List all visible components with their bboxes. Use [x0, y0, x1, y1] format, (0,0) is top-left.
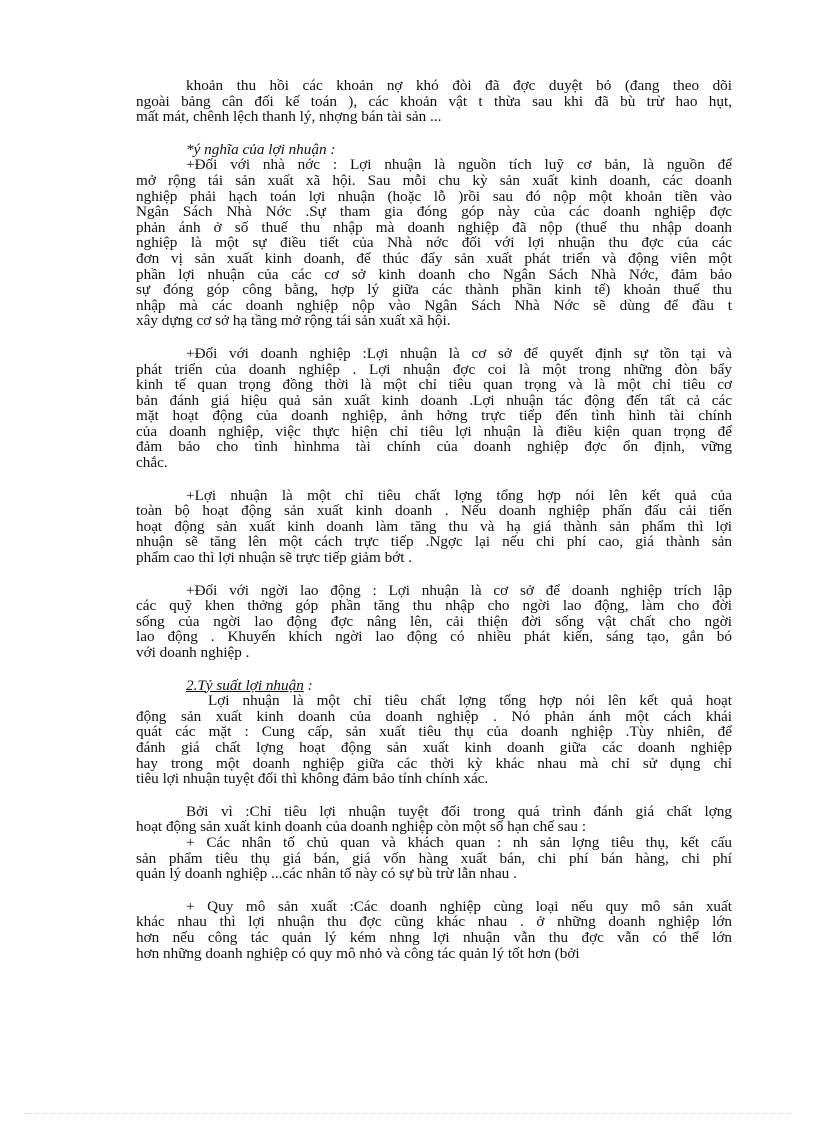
paragraph-line: phản ánh ở số thuế thu nhập mà doanh nghiệp đã nộp (thuế thu nhập doanh	[136, 218, 732, 236]
body-paragraph	[136, 78, 732, 125]
body-paragraph	[136, 804, 732, 835]
paragraph-line: phát triển của doanh nghiệp . Lợi nhuận đợc coi là một trong những đòn bẩy	[136, 360, 732, 378]
paragraph-line: kinh tế quan trọng đồng thời là một chỉ tiêu quan trọng và là một chỉ tiêu cơ	[136, 376, 732, 394]
paragraph-gap	[136, 471, 732, 488]
body-paragraph	[136, 899, 732, 961]
paragraph-line: với doanh nghiệp .	[136, 644, 250, 661]
paragraph-line: mặt hoạt động của doanh nghiệp, ảnh hởng trực tiếp đến tình hình tài chính	[136, 407, 732, 425]
paragraph-line: hơn những doanh nghiệp có quy mô nhỏ và công tác quản lý tốt hơn (bởi	[136, 944, 580, 962]
body-paragraph	[136, 835, 732, 882]
paragraph-line: xây dựng cơ sở hạ tầng mở rộng tái sản xuất xã hội.	[136, 312, 451, 330]
paragraph-line: mở rộng tái sản xuất xã hội. Sau mỗi chu kỳ sản xuất kinh doanh, các doanh	[136, 171, 732, 189]
paragraph-line: mất mát, chênh lệch thanh lý, nhợng bán tài sản ...	[136, 108, 442, 126]
paragraph-line: phẩm cao thì lợi nhuận sẽ trực tiếp giảm bớt .	[136, 549, 413, 567]
paragraph-line: + Các nhân tố chủ quan và khách quan : nh sản lợng tiêu thụ, kết cấu	[186, 833, 732, 851]
paragraph-line: đánh giá chất lợng hoạt động sản xuất kinh doanh giữa các doanh nghiệp	[136, 738, 732, 756]
paragraph-line: tiêu lợi nhuận tuyệt đối thì không đảm bảo tính chính xác.	[136, 770, 489, 788]
paragraph-line: nhập mà các doanh nghiệp nộp vào Ngân Sách Nhà Nớc sẽ dùng để đầu t	[136, 296, 732, 314]
paragraph-line: sống của ngời lao động đợc nâng lên, cải thiện đời sống vật chất cho ngời	[136, 612, 732, 630]
paragraph-line: khoản thu hồi các khoản nợ khó đòi đã đợc duyệt bỏ (đang theo dõi	[186, 77, 732, 94]
paragraph-line: Lợi nhuận là một chỉ tiêu chất lợng tổng hợp nói lên kết quả hoạt	[208, 692, 732, 710]
body-paragraph	[136, 583, 732, 661]
paragraph-line: lao động . Khuyến khích ngời lao động có nhiều phát kiến, sáng tạo, gắn bó	[136, 628, 732, 646]
paragraph-gap	[136, 329, 732, 346]
section-heading: *ý nghĩa của lợi nhuận :	[186, 140, 336, 158]
paragraph-line: động sản xuất kinh doanh của doanh nghiệp . Nó phản ánh một cách khái	[136, 707, 732, 725]
paragraph-line: khác nhau thì lợi nhuận thu đợc cũng khác nhau . ở những doanh nghiệp lớn	[136, 913, 732, 931]
paragraph-line: +Đối với ngời lao động : Lợi nhuận là cơ sở để doanh nghiệp trích lập	[186, 581, 732, 599]
paragraph-gap	[136, 125, 732, 142]
paragraph-line: bản đánh giá hiệu quả sản xuất kinh doanh .Lợi nhuận tác động đến tất cả các	[136, 391, 732, 409]
paragraph-line: Ngân Sách Nhà Nớc .Sự tham gia đóng góp này của các doanh nghiệp đợc	[136, 203, 732, 221]
paragraph-line: Bởi vì :Chỉ tiêu lợi nhuận tuyệt đối trong quá trình đánh giá chất lợng	[186, 802, 732, 820]
paragraph-line: nhuận sẽ tăng lên một cách trực tiếp .Ngợc lại nếu chi phí cao, giá thành sản	[136, 533, 732, 551]
paragraph-line: +Đối với nhà nớc : Lợi nhuận là nguồn tích luỹ cơ bản, là nguồn để	[186, 156, 732, 174]
paragraph-line: toàn bộ hoạt động sản xuất kinh doanh . Nếu doanh nghiệp phấn đấu cải tiến	[136, 502, 732, 520]
body-paragraph	[136, 693, 732, 787]
document-page	[136, 78, 732, 961]
paragraph-line: sản phẩm tiêu thụ giá bán, giá vốn hàng xuất bán, chi phí bán hàng, chi phí	[136, 849, 732, 867]
paragraph-line: hơn nếu công tác quản lý kém nhng lợi nhuận vẫn thu đợc vẫn có thể lớn	[136, 928, 732, 946]
paragraph-gap	[136, 566, 732, 583]
paragraph-line: +Đối với doanh nghiệp :Lợi nhuận là cơ sở để quyết định sự tồn tại và	[186, 344, 732, 362]
paragraph-line: hoạt động sản xuất kinh doanh làm tăng thu và hạ giá thành sản phẩm thì lợi	[136, 517, 732, 535]
section-heading-colon: :	[303, 676, 313, 694]
paragraph-line: đảm bảo cho tình hìnhma tài chính của doanh nghiệp đợc ổn định, vững	[136, 438, 732, 456]
paragraph-line: các quỹ khen thởng góp phần tăng thu nhập cho ngời lao động, làm cho đời	[136, 597, 732, 615]
paragraph-line: đơn vị sản xuất kinh doanh, để thúc đẩy sản xuất phát triển và động viên một	[136, 249, 732, 267]
page-bottom-rule	[24, 1113, 792, 1114]
paragraph-line: phần lợi nhuận của các cơ sở kinh doanh cho Ngân Sách Nhà Nớc, đảm bảo	[136, 265, 732, 283]
paragraph-line: quản lý doanh nghiệp ...các nhân tố này có sự bù trừ lẫn nhau .	[136, 865, 517, 883]
body-paragraph	[136, 488, 732, 566]
paragraph-gap	[136, 882, 732, 899]
section-heading-numbered	[136, 678, 732, 694]
paragraph-line: +Lợi nhuận là một chỉ tiêu chất lợng tổng hợp nói lên kết quả của	[186, 486, 732, 504]
paragraph-line: nghiệp là một sự điều tiết của Nhà nớc đối với lợi nhuận thu đợc của các	[136, 234, 732, 252]
paragraph-line: quát các mặt : Cung cấp, sản xuất tiêu thụ của doanh nghiệp .Tùy nhiên, để	[136, 723, 732, 741]
paragraph-line: chắc.	[136, 454, 168, 472]
body-paragraph	[136, 157, 732, 329]
paragraph-gap	[136, 661, 732, 678]
body-paragraph	[136, 346, 732, 471]
paragraph-line: hay trong một doanh nghiệp giữa các thời kỳ khác nhau mà chỉ sử dụng chỉ	[136, 754, 732, 772]
paragraph-line: nghiệp phải hạch toán lợi nhuận (hoặc lỗ )rồi sau đó nộp một khoản tiền vào	[136, 187, 732, 205]
section-heading-title: 2.Tỷ suất lợi nhuận	[186, 676, 304, 694]
paragraph-line: + Quy mô sản xuất :Các doanh nghiệp cùng loại nếu quy mô sản xuất	[186, 897, 732, 915]
paragraph-gap	[136, 787, 732, 804]
paragraph-line: hoạt động sản xuất kinh doanh của doanh nghiệp còn một số hạn chế sau :	[136, 818, 587, 836]
paragraph-line: của doanh nghiệp, việc thực hiện chỉ tiêu lợi nhuận là điều kiện quan trọng để	[136, 422, 732, 440]
paragraph-line: ngoài bảng cân đối kế toán ), các khoản vật t thừa sau khi đã bù trừ hao hụt,	[136, 92, 732, 110]
paragraph-line: sự đóng góp công bằng, hợp lý giữa các thành phần kinh tế) khoản thuế thu	[136, 281, 732, 299]
